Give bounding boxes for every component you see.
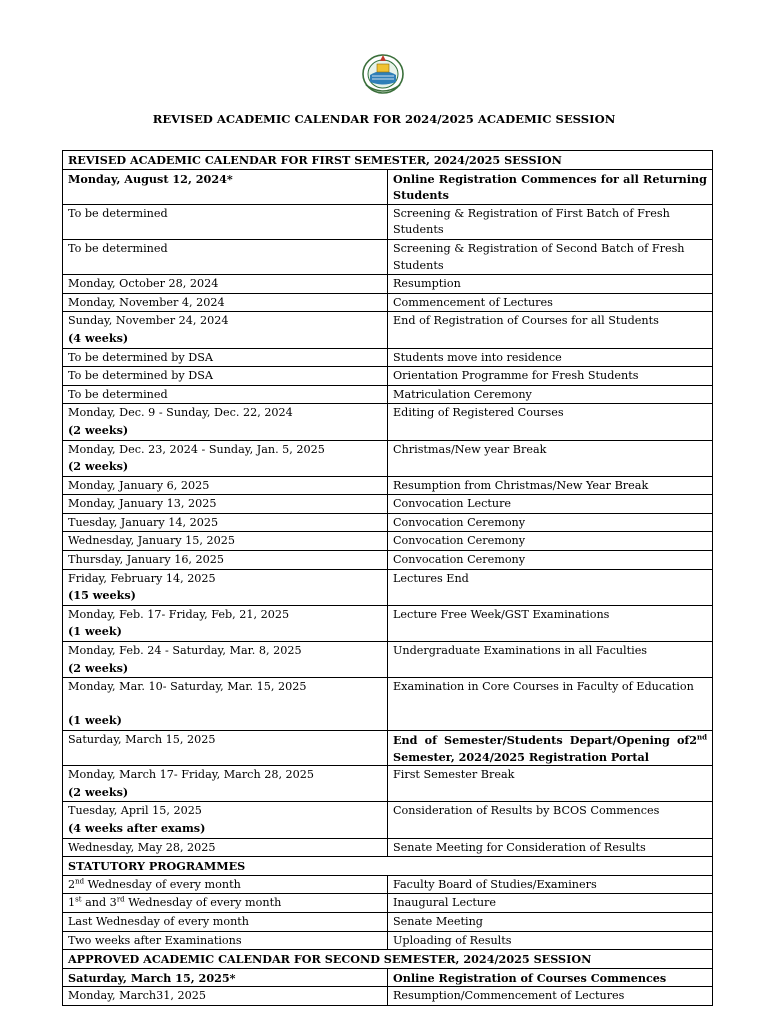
date-text: Monday, Feb. 24 - Saturday, Mar. 8, 2025 bbox=[68, 644, 302, 658]
date-text: Tuesday, January 14, 2025 bbox=[68, 515, 219, 529]
date-cell bbox=[63, 169, 388, 204]
event-text: End of Semester/Students Depart/Opening of2 bbox=[393, 733, 698, 747]
table-row bbox=[63, 968, 713, 987]
date-text: Sunday, November 24, 2024 bbox=[68, 314, 229, 328]
event-text: Convocation Ceremony bbox=[393, 515, 526, 529]
table-row bbox=[63, 495, 713, 514]
date-cell bbox=[63, 912, 388, 931]
event-text: End of Registration of Courses for all Students bbox=[393, 314, 659, 328]
table-row bbox=[63, 404, 713, 440]
duration-note: (2 weeks) bbox=[68, 459, 129, 474]
date-text: To be determined bbox=[68, 387, 168, 401]
event-text: Examination in Core Courses in Faculty of Education bbox=[393, 680, 694, 694]
table-row bbox=[63, 440, 713, 476]
date-text: Wednesday, May 28, 2025 bbox=[68, 840, 216, 854]
event-line bbox=[393, 171, 707, 188]
table-row bbox=[63, 894, 713, 913]
event-cell bbox=[388, 838, 713, 857]
duration-note: (4 weeks after exams) bbox=[68, 820, 206, 835]
document-title: REVISED ACADEMIC CALENDAR FOR 2024/2025 ACADEMIC SESSION bbox=[152, 112, 616, 126]
event-line-2: Students bbox=[393, 188, 449, 203]
date-text: Monday, August 12, 2024* bbox=[68, 171, 233, 186]
date-text: Monday, March 17- Friday, March 28, 2025 bbox=[68, 768, 315, 782]
event-cell bbox=[388, 440, 713, 476]
event-cell bbox=[388, 532, 713, 551]
date-text: Monday, January 13, 2025 bbox=[68, 497, 217, 511]
date-cell bbox=[63, 931, 388, 950]
date-text-part: nd bbox=[75, 877, 85, 886]
event-text: Convocation Ceremony bbox=[393, 534, 526, 548]
date-cell bbox=[63, 802, 388, 838]
event-cell bbox=[388, 404, 713, 440]
date-text: Monday, Feb. 17- Friday, Feb, 21, 2025 bbox=[68, 607, 290, 621]
date-cell bbox=[63, 312, 388, 348]
table-row bbox=[63, 838, 713, 857]
table-row bbox=[63, 766, 713, 802]
event-cell bbox=[388, 275, 713, 294]
date-text-part: 1 bbox=[68, 896, 76, 910]
date-cell bbox=[63, 239, 388, 274]
date-cell bbox=[63, 440, 388, 476]
date-text: Saturday, March 15, 2025 bbox=[68, 733, 216, 746]
event-cell bbox=[388, 766, 713, 802]
event-text: Online Registration of Courses Commences bbox=[393, 970, 667, 985]
date-cell bbox=[63, 532, 388, 551]
date-text: Monday, Dec. 9 - Sunday, Dec. 22, 2024 bbox=[68, 406, 293, 420]
date-text: Monday, October 28, 2024 bbox=[68, 277, 219, 291]
table-row bbox=[63, 931, 713, 950]
date-text: To be determined bbox=[68, 206, 168, 220]
date-cell bbox=[63, 987, 388, 1006]
table-row bbox=[63, 731, 713, 766]
date-text: Tuesday, April 15, 2025 bbox=[68, 804, 202, 818]
duration-note: (4 weeks) bbox=[68, 330, 129, 345]
event-cell bbox=[388, 495, 713, 514]
event-cell bbox=[388, 605, 713, 641]
table-row bbox=[63, 385, 713, 404]
event-line bbox=[393, 732, 707, 749]
date-cell bbox=[63, 766, 388, 802]
event-cell bbox=[388, 678, 713, 731]
table-row bbox=[63, 312, 713, 348]
date-text: To be determined by DSA bbox=[68, 350, 213, 364]
event-cell bbox=[388, 802, 713, 838]
event-cell bbox=[388, 987, 713, 1006]
event-text: Resumption from Christmas/New Year Break bbox=[393, 478, 649, 492]
date-text-part: Wednesday of every month bbox=[84, 877, 241, 891]
date-text: To be determined bbox=[68, 241, 168, 255]
event-cell bbox=[388, 348, 713, 367]
date-text: Friday, February 14, 2025 bbox=[68, 571, 216, 585]
table-row bbox=[63, 513, 713, 532]
event-text: Senate Meeting for Consideration of Results bbox=[393, 840, 646, 854]
event-cell bbox=[388, 569, 713, 605]
first-semester-heading: REVISED ACADEMIC CALENDAR FOR FIRST SEMESTER, 2024/2025 SESSION bbox=[63, 151, 713, 170]
date-text-part: 2 bbox=[68, 877, 76, 891]
event-text: Online Registration Commences for all Returning bbox=[393, 171, 707, 186]
date-text: Monday, Mar. 10- Saturday, Mar. 15, 2025 bbox=[68, 680, 307, 694]
table-row bbox=[63, 802, 713, 838]
event-text: Uploading of Results bbox=[393, 933, 512, 947]
table-row bbox=[63, 476, 713, 495]
table-row bbox=[63, 275, 713, 294]
event-text: Convocation Lecture bbox=[393, 497, 512, 511]
calendar-table bbox=[62, 150, 713, 1006]
event-cell bbox=[388, 642, 713, 678]
duration-note: (15 weeks) bbox=[68, 588, 136, 603]
event-sup: nd bbox=[697, 732, 707, 742]
event-cell bbox=[388, 169, 713, 204]
table-row bbox=[63, 169, 713, 204]
event-text: Christmas/New year Break bbox=[393, 442, 547, 456]
date-text: Monday, March31, 2025 bbox=[68, 989, 206, 1003]
table-row bbox=[63, 551, 713, 570]
event-cell bbox=[388, 239, 713, 274]
event-cell bbox=[388, 875, 713, 894]
event-text: Orientation Programme for Fresh Students bbox=[393, 369, 639, 383]
duration-note: (2 weeks) bbox=[68, 422, 129, 437]
table-row bbox=[63, 605, 713, 641]
table-row bbox=[63, 293, 713, 312]
date-cell bbox=[63, 894, 388, 913]
event-text: Matriculation Ceremony bbox=[393, 387, 532, 401]
event-cell bbox=[388, 385, 713, 404]
table-row bbox=[63, 678, 713, 731]
date-cell bbox=[63, 367, 388, 386]
date-cell bbox=[63, 551, 388, 570]
date-cell bbox=[63, 838, 388, 857]
table-row bbox=[63, 875, 713, 894]
event-text: Screening & Registration of First Batch of Fresh Students bbox=[393, 206, 670, 237]
statutory-heading-row bbox=[63, 857, 713, 876]
date-text: Monday, January 6, 2025 bbox=[68, 478, 210, 492]
event-text: Resumption bbox=[393, 277, 461, 291]
event-cell bbox=[388, 731, 713, 766]
table-row bbox=[63, 367, 713, 386]
event-line-2: Semester, 2024/2025 Registration Portal bbox=[393, 749, 650, 764]
event-cell bbox=[388, 931, 713, 950]
date-cell bbox=[63, 495, 388, 514]
duration-note: (1 week) bbox=[68, 713, 122, 728]
university-seal-icon bbox=[360, 49, 406, 95]
event-text: Undergraduate Examinations in all Faculties bbox=[393, 644, 648, 658]
date-cell bbox=[63, 275, 388, 294]
first-semester-heading-row bbox=[63, 151, 713, 170]
date-cell bbox=[63, 642, 388, 678]
table-row bbox=[63, 987, 713, 1006]
event-cell bbox=[388, 513, 713, 532]
table-row bbox=[63, 204, 713, 239]
event-text: Lecture Free Week/GST Examinations bbox=[393, 607, 610, 621]
event-cell bbox=[388, 476, 713, 495]
date-cell bbox=[63, 293, 388, 312]
table-row bbox=[63, 239, 713, 274]
duration-note: (1 week) bbox=[68, 624, 122, 639]
event-text: Students move into residence bbox=[393, 350, 562, 364]
event-cell bbox=[388, 204, 713, 239]
event-text: Commencement of Lectures bbox=[393, 295, 553, 309]
event-text: Lectures End bbox=[393, 571, 469, 585]
date-text: Two weeks after Examinations bbox=[68, 933, 242, 947]
date-text: Wednesday, January 15, 2025 bbox=[68, 534, 235, 548]
table-row bbox=[63, 642, 713, 678]
event-text: Convocation Ceremony bbox=[393, 553, 526, 567]
table-row bbox=[63, 532, 713, 551]
date-cell bbox=[63, 404, 388, 440]
date-cell bbox=[63, 605, 388, 641]
table-row bbox=[63, 912, 713, 931]
event-text: Faculty Board of Studies/Examiners bbox=[393, 877, 597, 891]
date-text-part: rd bbox=[116, 895, 125, 904]
event-text: Screening & Registration of Second Batch of Fresh Students bbox=[393, 241, 685, 272]
date-text: Thursday, January 16, 2025 bbox=[68, 553, 225, 567]
date-cell bbox=[63, 731, 388, 766]
date-text: Monday, November 4, 2024 bbox=[68, 295, 225, 309]
event-text: Senate Meeting bbox=[393, 914, 483, 928]
event-text: Resumption/Commencement of Lectures bbox=[393, 989, 625, 1003]
date-text-part: st bbox=[75, 895, 82, 904]
event-text: Inaugural Lecture bbox=[393, 896, 497, 910]
event-cell bbox=[388, 312, 713, 348]
event-cell bbox=[388, 968, 713, 987]
date-cell bbox=[63, 204, 388, 239]
date-text: Monday, Dec. 23, 2024 - Sunday, Jan. 5, 2025 bbox=[68, 442, 325, 456]
table-row bbox=[63, 569, 713, 605]
event-text: Consideration of Results by BCOS Commences bbox=[393, 804, 660, 818]
event-text: First Semester Break bbox=[393, 768, 515, 782]
date-text: Saturday, March 15, 2025* bbox=[68, 970, 236, 985]
event-cell bbox=[388, 912, 713, 931]
event-cell bbox=[388, 894, 713, 913]
second-semester-heading: APPROVED ACADEMIC CALENDAR FOR SECOND SEMESTER, 2024/2025 SESSION bbox=[63, 950, 713, 969]
date-cell bbox=[63, 348, 388, 367]
statutory-heading: STATUTORY PROGRAMMES bbox=[63, 857, 713, 876]
event-cell bbox=[388, 367, 713, 386]
second-semester-heading-row bbox=[63, 950, 713, 969]
date-text: To be determined by DSA bbox=[68, 369, 213, 383]
table-row bbox=[63, 348, 713, 367]
date-cell bbox=[63, 476, 388, 495]
event-cell bbox=[388, 293, 713, 312]
event-text: Editing of Registered Courses bbox=[393, 406, 564, 420]
date-text: Last Wednesday of every month bbox=[68, 914, 250, 928]
date-text-part: and 3 bbox=[81, 896, 117, 910]
date-cell bbox=[63, 968, 388, 987]
date-cell bbox=[63, 569, 388, 605]
date-cell bbox=[63, 513, 388, 532]
date-cell bbox=[63, 678, 388, 731]
date-cell bbox=[63, 385, 388, 404]
date-cell bbox=[63, 875, 388, 894]
date-text-part: Wednesday of every month bbox=[124, 896, 282, 910]
duration-note: (2 weeks) bbox=[68, 784, 129, 799]
duration-note: (2 weeks) bbox=[68, 660, 129, 675]
event-cell bbox=[388, 551, 713, 570]
